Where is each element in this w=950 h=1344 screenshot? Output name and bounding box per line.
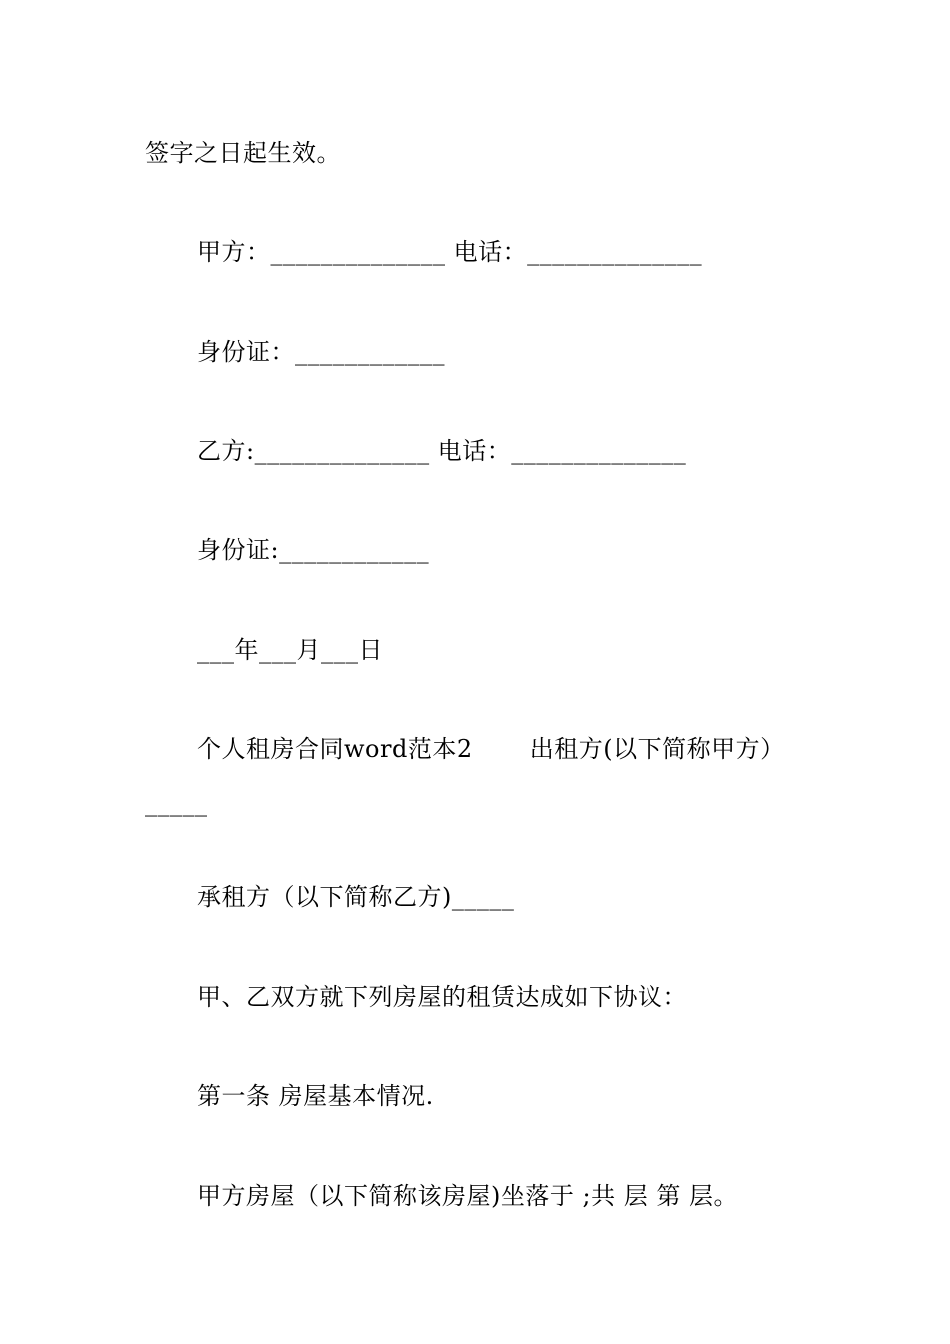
contract-title-line: 个人租房合同word范本2 出租方(以下简称甲方） bbox=[197, 735, 785, 763]
party-a-id-line: 身份证：____________ bbox=[197, 338, 445, 366]
date-line: ___年___月___日 bbox=[197, 636, 383, 664]
effective-clause-text: 签字之日起生效。 bbox=[145, 139, 341, 167]
house-location-line: 甲方房屋（以下简称该房屋)坐落于 ;共 层 第 层。 bbox=[197, 1182, 738, 1210]
lessee-line: 承租方（以下简称乙方)_____ bbox=[197, 883, 515, 911]
agreement-intro-line: 甲、乙双方就下列房屋的租赁达成如下协议： bbox=[197, 983, 687, 1011]
party-b-id-line: 身份证:____________ bbox=[197, 536, 430, 564]
party-b-phone-line: 乙方:______________ 电话：______________ bbox=[197, 437, 687, 465]
party-a-phone-line: 甲方：______________ 电话：______________ bbox=[197, 238, 703, 266]
article-one-heading: 第一条 房屋基本情况. bbox=[197, 1082, 434, 1110]
lessor-blank-line: _____ bbox=[145, 789, 208, 817]
